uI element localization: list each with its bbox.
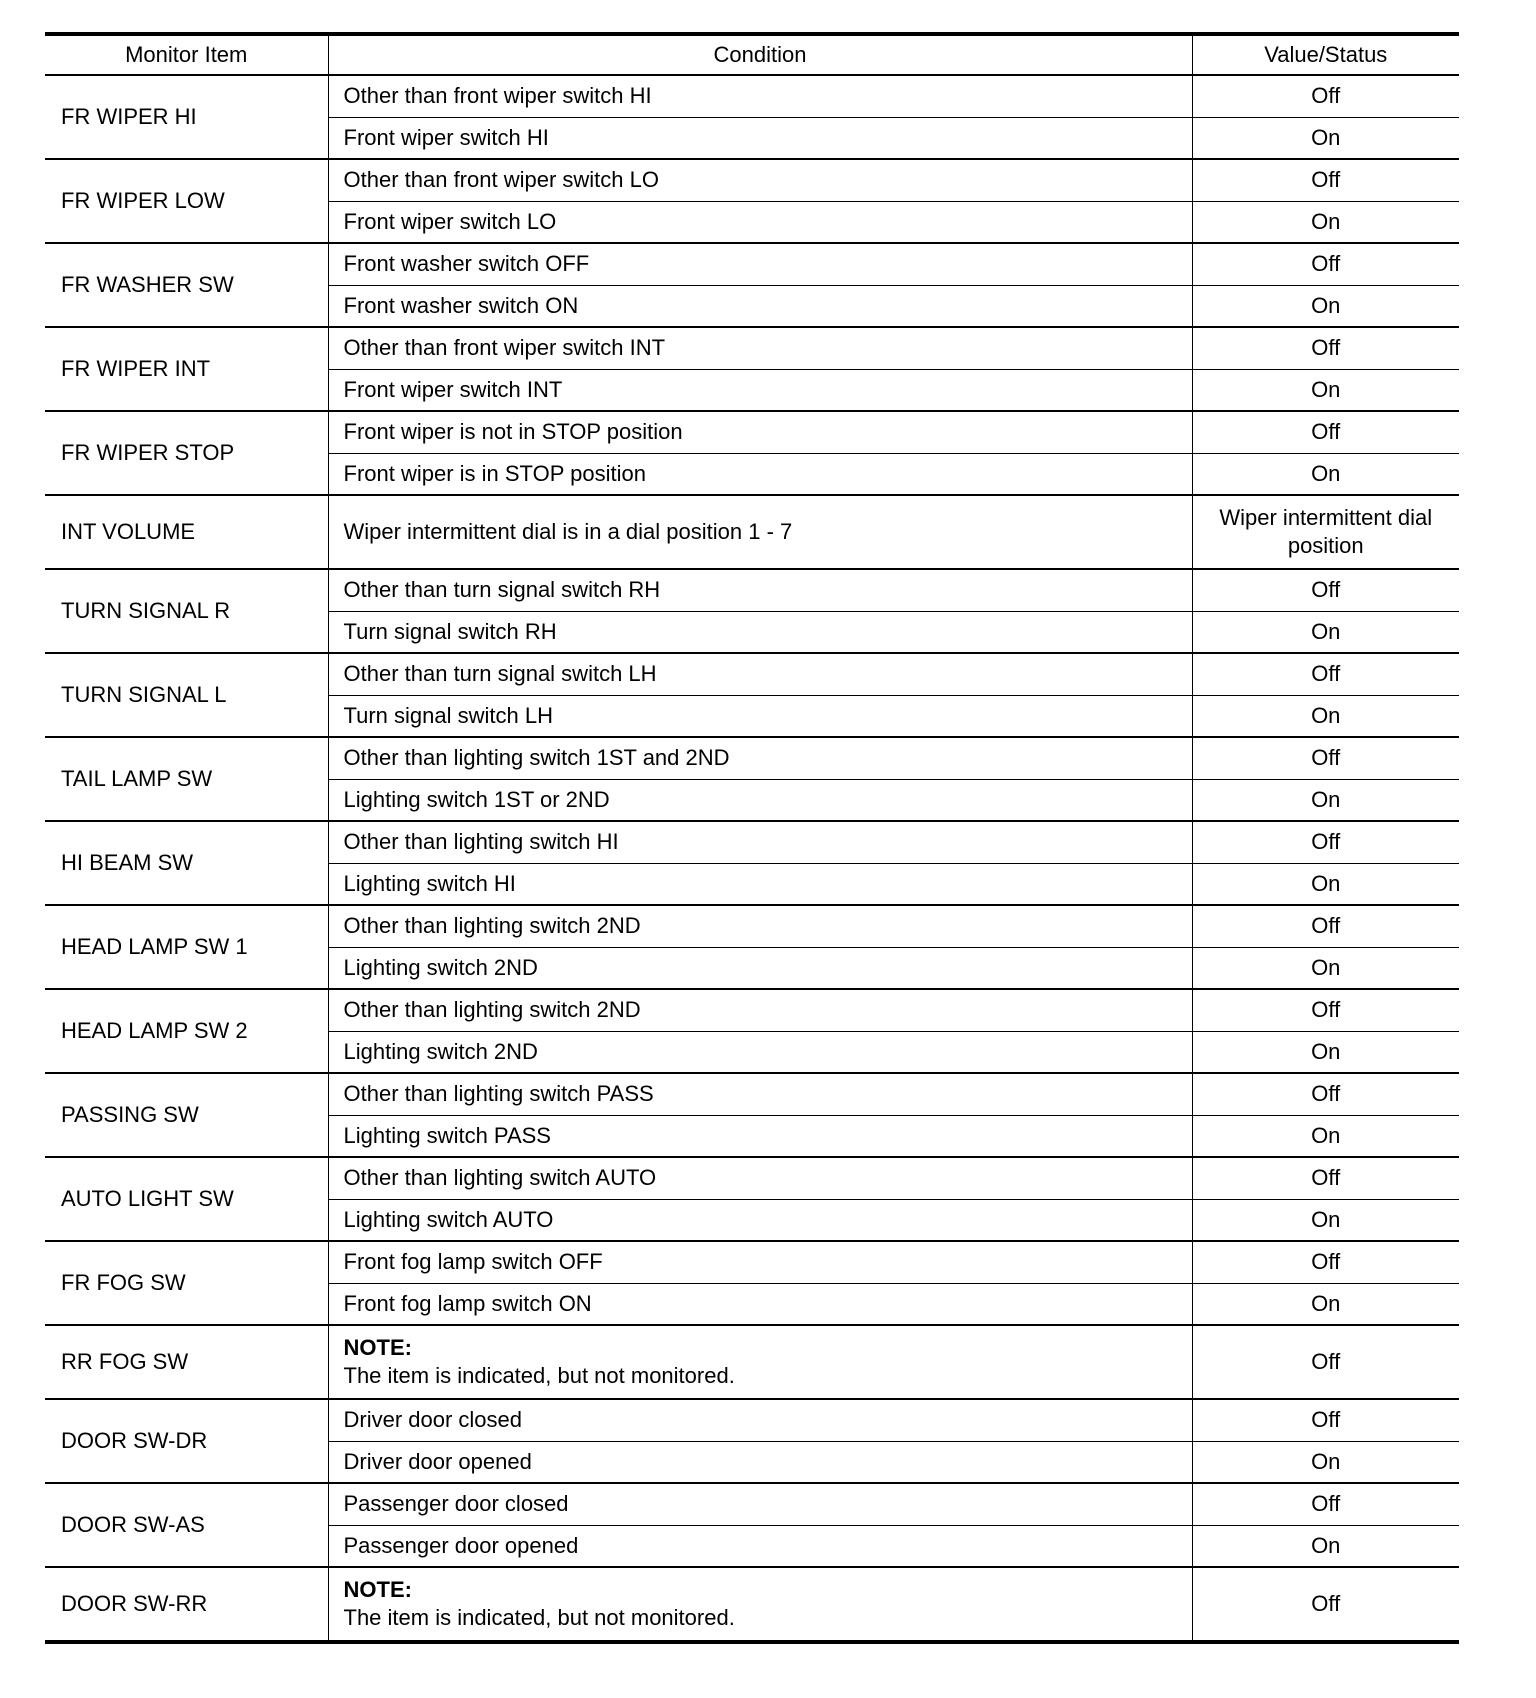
monitor-table [45,32,1459,1644]
value-status-cell: On [1192,1199,1459,1241]
condition-cell: Other than lighting switch PASS [328,1073,1192,1115]
note-label: NOTE: [343,1577,412,1602]
monitor-item-cell: HI BEAM SW [45,821,328,905]
value-status-cell: Off [1192,905,1459,947]
value-status-cell: Wiper intermittent dial position [1192,495,1459,569]
condition-cell: Front wiper switch HI [328,117,1192,159]
value-status-cell: Off [1192,327,1459,369]
condition-cell: Lighting switch HI [328,863,1192,905]
value-status-cell: On [1192,1525,1459,1567]
condition-cell: Turn signal switch RH [328,611,1192,653]
condition-cell: Front fog lamp switch ON [328,1283,1192,1325]
table-row [45,989,1459,1031]
value-status-cell: Off [1192,1483,1459,1525]
condition-cell [328,1325,1192,1399]
monitor-item-cell: DOOR SW-AS [45,1483,328,1567]
value-status-cell: Off [1192,821,1459,863]
value-status-cell: Off [1311,1591,1341,1616]
condition-cell: Other than lighting switch HI [328,821,1192,863]
table-row [45,821,1459,863]
table-row [45,243,1459,285]
value-status-cell: On [1192,1115,1459,1157]
value-status-cell: Off [1192,1399,1459,1441]
condition-cell: Front wiper switch LO [328,201,1192,243]
value-status-cell: Off [1192,653,1459,695]
condition-cell: Lighting switch 2ND [328,1031,1192,1073]
condition-cell: Turn signal switch LH [328,695,1192,737]
value-status-cell: On [1192,1283,1459,1325]
table-row [45,1567,1459,1642]
value-status-cell: Off [1192,1073,1459,1115]
note-text: The item is indicated, but not monitored. [343,1363,735,1388]
table-row [45,75,1459,117]
condition-cell: Lighting switch AUTO [328,1199,1192,1241]
value-status-cell: On [1192,779,1459,821]
table-row [45,327,1459,369]
value-status-cell: On [1192,285,1459,327]
table-row [45,1157,1459,1199]
condition-cell: Passenger door opened [328,1525,1192,1567]
condition-cell: Other than front wiper switch LO [328,159,1192,201]
condition-cell: Other than front wiper switch HI [328,75,1192,117]
value-status-cell: Off [1192,75,1459,117]
value-status-cell: On [1192,863,1459,905]
value-status-cell: Off [1192,243,1459,285]
monitor-item-cell: TAIL LAMP SW [45,737,328,821]
note-label: NOTE: [343,1335,412,1360]
condition-cell: Lighting switch PASS [328,1115,1192,1157]
value-status-cell: Off [1192,737,1459,779]
table-row [45,569,1459,611]
value-status-cell: On [1192,695,1459,737]
value-status-cell: Off [1192,989,1459,1031]
table-row [45,159,1459,201]
value-status-cell: On [1192,201,1459,243]
monitor-item-cell: FR WIPER STOP [45,411,328,495]
table-row [45,495,1459,569]
value-status-cell: Off [1192,569,1459,611]
table-row [45,1073,1459,1115]
condition-cell: Other than front wiper switch INT [328,327,1192,369]
table-row [45,411,1459,453]
note-text: The item is indicated, but not monitored. [343,1605,735,1630]
condition-cell: Other than lighting switch 2ND [328,989,1192,1031]
header-value-status: Value/Status [1192,34,1459,75]
monitor-item-cell: FR WIPER HI [45,75,328,159]
value-status-cell: On [1192,611,1459,653]
header-condition: Condition [328,34,1192,75]
header-monitor-item: Monitor Item [45,34,328,75]
value-status-cell: Off [1192,1325,1459,1399]
monitor-item-cell: DOOR SW-RR [45,1567,328,1642]
condition-cell: Front wiper is in STOP position [328,453,1192,495]
monitor-item-cell: FR WASHER SW [45,243,328,327]
value-status-cell: On [1192,117,1459,159]
condition-cell: Front washer switch OFF [328,243,1192,285]
monitor-item-cell: TURN SIGNAL R [45,569,328,653]
table-body [45,75,1459,1642]
monitor-item-cell: PASSING SW [45,1073,328,1157]
condition-cell: Driver door opened [328,1441,1192,1483]
value-status-cell: On [1192,369,1459,411]
condition-cell: Other than turn signal switch LH [328,653,1192,695]
condition-cell [328,1567,1192,1642]
monitor-item-cell: INT VOLUME [45,495,328,569]
value-status-cell: On [1192,947,1459,989]
table-row [45,1483,1459,1525]
value-status-cell: On [1192,1441,1459,1483]
condition-cell: Front wiper is not in STOP position [328,411,1192,453]
condition-cell: Lighting switch 1ST or 2ND [328,779,1192,821]
monitor-item-cell: FR WIPER LOW [45,159,328,243]
value-status-cell: Off [1192,1241,1459,1283]
monitor-item-cell: HEAD LAMP SW 1 [45,905,328,989]
condition-cell: Other than lighting switch 1ST and 2ND [328,737,1192,779]
condition-cell: Front wiper switch INT [328,369,1192,411]
condition-cell: Front fog lamp switch OFF [328,1241,1192,1283]
table-row [45,905,1459,947]
monitor-item-cell: AUTO LIGHT SW [45,1157,328,1241]
table-row [45,737,1459,779]
condition-cell: Other than turn signal switch RH [328,569,1192,611]
monitor-item-cell: HEAD LAMP SW 2 [45,989,328,1073]
condition-cell: Wiper intermittent dial is in a dial position 1 - 7 [328,495,1192,569]
table-header-row [45,34,1459,75]
value-status-cell: Off [1192,411,1459,453]
monitor-item-cell: DOOR SW-DR [45,1399,328,1483]
value-status-cell: On [1192,1031,1459,1073]
value-status-cell: Off [1192,1157,1459,1199]
table-row [45,653,1459,695]
value-status-cell: On [1192,453,1459,495]
monitor-item-cell: FR WIPER INT [45,327,328,411]
value-status-cell: Off [1192,159,1459,201]
condition-cell: Passenger door closed [328,1483,1192,1525]
condition-cell: Driver door closed [328,1399,1192,1441]
monitor-item-cell: FR FOG SW [45,1241,328,1325]
table-row [45,1399,1459,1441]
condition-cell: Other than lighting switch 2ND [328,905,1192,947]
condition-cell: Front washer switch ON [328,285,1192,327]
condition-cell: Lighting switch 2ND [328,947,1192,989]
table-row [45,1241,1459,1283]
table-row [45,1325,1459,1399]
monitor-item-cell: TURN SIGNAL L [45,653,328,737]
monitor-item-cell: RR FOG SW [45,1325,328,1399]
condition-cell: Other than lighting switch AUTO [328,1157,1192,1199]
